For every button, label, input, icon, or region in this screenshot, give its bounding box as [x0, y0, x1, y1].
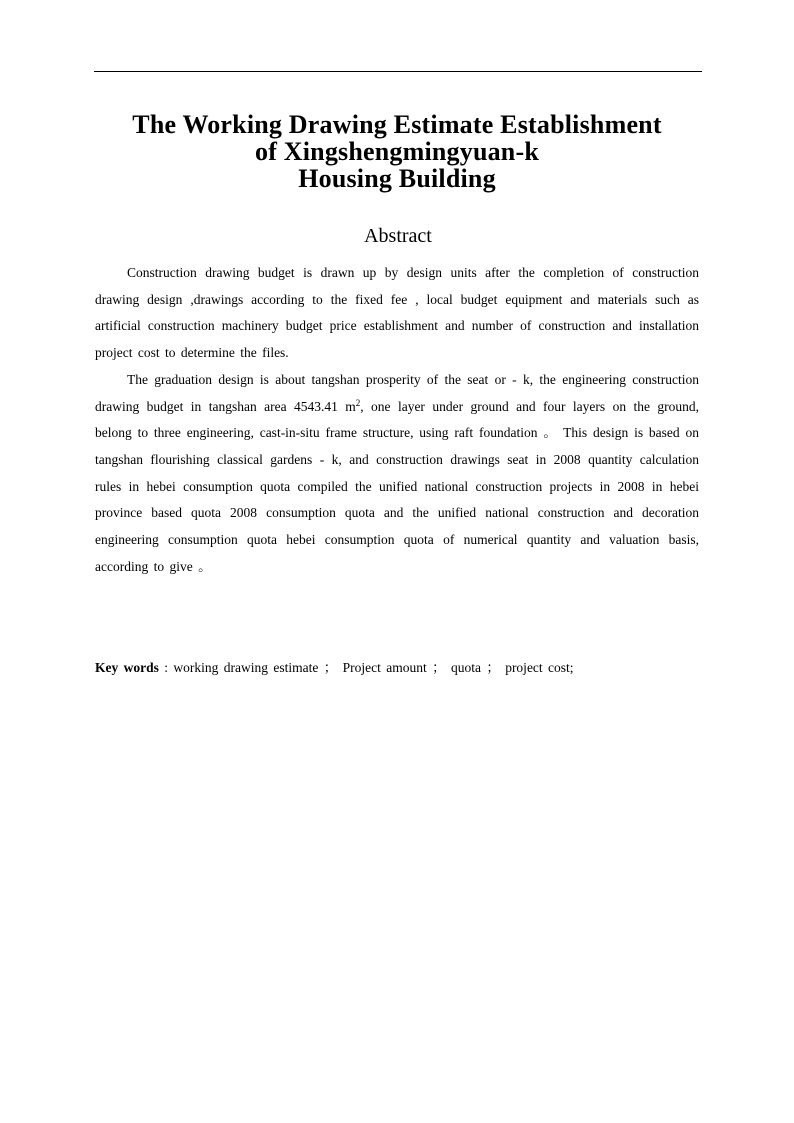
abstract-paragraph-2 [95, 367, 699, 581]
header-rule [94, 71, 702, 72]
abstract-body [95, 260, 699, 580]
superscript-squared: 2 [355, 397, 361, 408]
abstract-heading: Abstract [364, 225, 432, 247]
document-title [60, 111, 734, 192]
keywords-text: : working drawing estimate ； Project amount ； quota ； project cost; [158, 660, 574, 675]
abstract-paragraph-1: Construction drawing budget is drawn up by design units after the completion of construction drawing design ,drawings according to the fixed fee , local budget equipment and materials such as artificial construction machinery budget price establishment and number of construction and installation project cost to determine the files. [95, 265, 699, 361]
title-line-1: The Working Drawing Estimate Establishment [132, 110, 662, 139]
keywords-label: Key words [95, 660, 159, 675]
paragraph-2-text-a: The graduation design is about tangshan prosperity of the seat or - k, the engineering construction drawing budget in tangshan area 4543.41 m [95, 371, 699, 414]
title-line-2: of Xingshengmingyuan-k [255, 137, 539, 166]
paragraph-2-text-b: , one layer under ground and four layers on the ground, belong to three engineering, cast-in-situ frame structure, using raft foundation 。 This design is based on tangshan flourishing classical gardens - k, and construction drawings seat in 2008 quantity calculation rules in hebei consumption quota compiled the unified national construction projects in 2008 in hebei province based quota 2008 consumption quota and the unified national construction and decoration engineering consumption quota hebei consumption quota of numerical quantity and valuation basis, according to give 。 [95, 398, 699, 574]
keywords-line [95, 656, 699, 680]
title-line-3: Housing Building [298, 164, 496, 193]
